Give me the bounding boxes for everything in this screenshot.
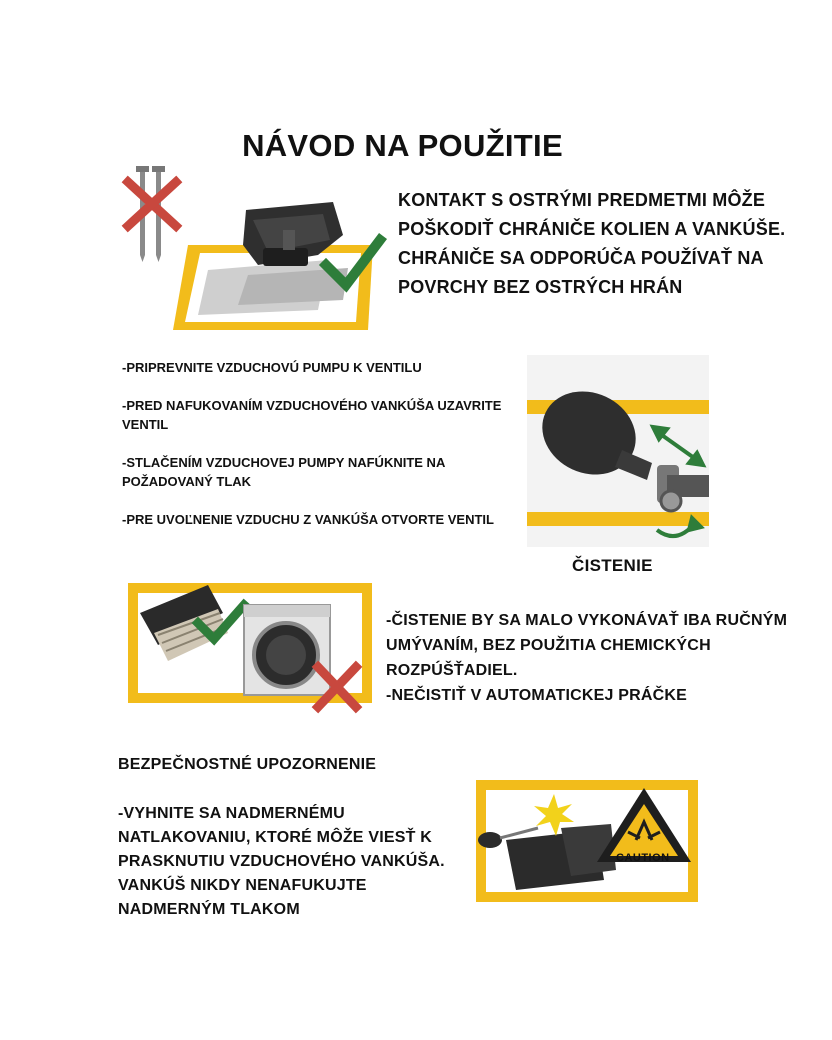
step-1: -PRIPREVNITE VZDUCHOVÚ PUMPU K VENTILU	[122, 360, 422, 375]
air-pump-icon	[529, 376, 652, 489]
safety-warning: -VYHNITE SA NADMERNÉMU NATLAKOVANIU, KTORÉ MÔŽE VIESŤ K PRASKNUTIU VZDUCHOVÉHO VANKÚŠA. VANKÚŠ NIKDY NENAFUKUJTE NADMERNÝM TLAKOM	[118, 805, 445, 918]
step-4: -PRE UVOĽNENIE VZDUCHU Z VANKÚŠA OTVORTE VENTIL	[122, 512, 494, 527]
cleaning-instructions	[386, 608, 826, 708]
cleaning-heading: ČISTENIE	[572, 556, 653, 575]
step-2: -PRED NAFUKOVANÍM VZDUCHOVÉHO VANKÚŠA UZAVRITE VENTIL	[122, 398, 502, 432]
sharp-objects-illustration	[118, 160, 388, 340]
step-3: -STLAČENÍM VZDUCHOVEJ PUMPY NAFÚKNITE NA POŽADOVANÝ TLAK	[122, 455, 445, 489]
caution-illustration	[476, 780, 701, 906]
pump-illustration	[527, 355, 709, 547]
cleaning-line-1: -ČISTENIE BY SA MALO VYKONÁVAŤ IBA RUČNÝM UMÝVANÍM, BEZ POUŽITIA CHEMICKÝCH ROZPÚŠŤADIEL.	[386, 612, 788, 679]
caution-label: CAUTION	[616, 852, 670, 864]
inflation-steps	[122, 358, 522, 529]
page-title: NÁVOD NA POUŽITIE	[242, 128, 563, 163]
valve-icon	[657, 465, 709, 511]
washing-machine-icon	[244, 605, 330, 695]
cross-icon	[128, 182, 176, 226]
sharp-objects-warning: KONTAKT S OSTRÝMI PREDMETMI MÔŽE POŠKODIŤ CHRÁNIČE KOLIEN A VANKÚŠE. CHRÁNIČE SA ODPORÚČA POUŽÍVAŤ NA POVRCHY BEZ OSTRÝCH HRÁN	[398, 190, 786, 297]
safety-heading: BEZPEČNOSTNÉ UPOZORNENIE	[118, 756, 377, 773]
cleaning-line-2: -NEČISTIŤ V AUTOMATICKEJ PRÁČKE	[386, 687, 688, 704]
cleaning-illustration	[128, 583, 378, 715]
